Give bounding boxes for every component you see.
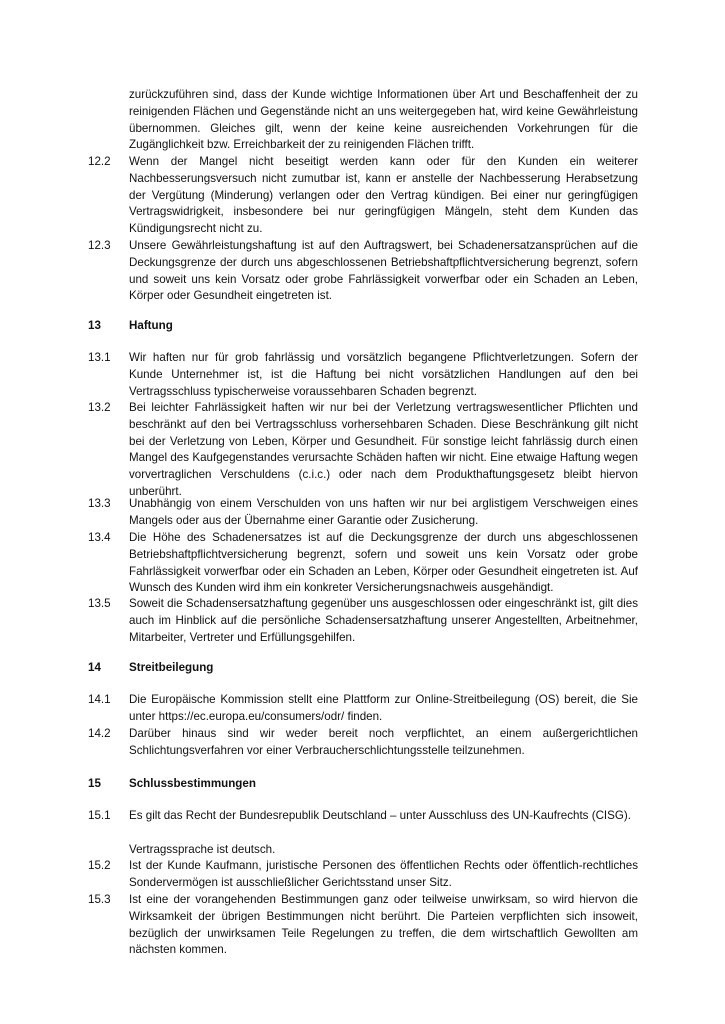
clause-number: 15.2 bbox=[88, 859, 111, 872]
clause-13-5-text: Soweit die Schadensersatzhaftung gegenüber uns ausgeschlossen oder eingeschränkt ist, gilt dies auch im Hinblick auf die persönliche Schadensersatzhaftung unserer Angestellten, Arbeitnehmer, Mitarbeiter, Vertreter und Erfüllungsgehilfen. bbox=[129, 597, 638, 644]
section-title-schlussbestimmungen: Schlussbestimmungen bbox=[129, 777, 256, 790]
clause-number: 13.5 bbox=[88, 597, 111, 610]
clause-number: 12.2 bbox=[88, 155, 111, 168]
clause-number: 12.3 bbox=[88, 239, 111, 252]
clause-number: 14.1 bbox=[88, 693, 111, 706]
clause-number: 13.2 bbox=[88, 401, 111, 414]
section-number: 13 bbox=[88, 319, 101, 332]
section-number: 14 bbox=[88, 661, 101, 674]
clause-number: 13.1 bbox=[88, 351, 111, 364]
clause-number: 13.3 bbox=[88, 497, 111, 510]
clause-13-1-text: Wir haften nur für grob fahrlässig und vorsätzlich begangene Pflichtverletzungen. Sofern der Kunde Unternehmer ist, ist die Haftung bei nicht vorsätzlichen Handlungen auf den bei Vertragsschluss typischerweise voraussehbaren Schaden begrenzt. bbox=[129, 351, 638, 398]
clause-14-1-text: Die Europäische Kommission stellt eine Plattform zur Online-Streitbeilegung (OS) bereit, die Sie unter https://ec.europa.eu/consumers/odr/ finden. bbox=[129, 693, 638, 723]
section-title-haftung: Haftung bbox=[129, 319, 173, 332]
clause-12-1-continuation: zurückzuführen sind, dass der Kunde wichtige Informationen über Art und Beschaffenheit der zu reinigenden Flächen und Gegenstände nicht an uns weitergegeben hat, wird keine Gewährleistung übernommen. Gleiches gilt, wenn der keine keine ausreichenden Vorkehrungen für die Zugänglichkeit bzw. Erreichbarkeit der zu reinigenden Flächen trifft. bbox=[129, 88, 638, 152]
clause-12-2-text: Wenn der Mangel nicht beseitigt werden kann oder für den Kunden ein weiterer Nachbesserungsversuch nicht zumutbar ist, kann er anstelle der Nachbesserung Herabsetzung der Vergütung (Minderung) verlangen oder den Vertrag kündigen. Bei einer nur geringfügigen Vertragswidrigkeit, insbesondere bei nur geringfügigen Mängeln, steht dem Kunden das Kündigungsrecht nicht zu. bbox=[129, 155, 638, 236]
clause-13-3-text: Unabhängig von einem Verschulden von uns haften wir nur bei arglistigem Verschweigen eines Mangels oder aus der Übernahme einer Garantie oder Zusicherung. bbox=[129, 497, 638, 527]
clause-15-1-language-text: Vertragssprache ist deutsch. bbox=[129, 843, 276, 856]
clause-15-1-text: Es gilt das Recht der Bundesrepublik Deutschland – unter Ausschluss des UN-Kaufrechts (CISG). bbox=[129, 809, 631, 822]
clause-number: 15.3 bbox=[88, 893, 111, 906]
clause-13-2-text: Bei leichter Fahrlässigkeit haften wir nur bei der Verletzung vertragswesentlicher Pflichten und beschränkt auf den bei Vertragsschluss vorhersehbaren Schaden. Diese Beschränkung gilt nicht bei der Verletzung von Leben, Körper und Gesundheit. Für sonstige leicht fahrlässig durch einen Mangel des Kaufgegenstandes verursachte Schäden haften wir nicht. Eine etwaige Haftung wegen vorvertraglichen Verschuldens (c.i.c.) oder nach dem Produkthaftungsgesetz bleibt hiervon unberührt. bbox=[129, 401, 638, 498]
section-title-streitbeilegung: Streitbeilegung bbox=[129, 661, 214, 674]
clause-14-2-text: Darüber hinaus sind wir weder bereit noch verpflichtet, an einem außergerichtlichen Schlichtungsverfahren vor einer Verbraucherschlichtungsstelle teilzunehmen. bbox=[129, 727, 638, 757]
clause-15-2-text: Ist der Kunde Kaufmann, juristische Personen des öffentlichen Rechts oder öffentlich-rechtliches Sondervermögen ist ausschließlicher Gerichtsstand unser Sitz. bbox=[129, 859, 638, 889]
section-number: 15 bbox=[88, 777, 101, 790]
clause-13-4-text: Die Höhe des Schadenersatzes ist auf die Deckungsgrenze der durch uns abgeschlossenen Betriebshaftpflichtversicherung begrenzt, sofern und soweit uns kein Vorsatz oder grobe Fahrlässigkeit vorwerfbar oder ein Schaden an Leben, Körper oder Gesundheit eingetreten ist. Auf Wunsch des Kunden wird ihm ein konkreter Versicherungsnachweis ausgehändigt. bbox=[129, 531, 638, 595]
clause-number: 14.2 bbox=[88, 727, 111, 740]
clause-15-3-text: Ist eine der vorangehenden Bestimmungen ganz oder teilweise unwirksam, so wird hiervon die Wirksamkeit der übrigen Bestimmungen nicht berührt. Die Parteien verpflichten sich insoweit, bezüglich der unwirksamen Teile Regelungen zu treffen, die dem wirtschaftlich Gewollten am nächsten kommen. bbox=[129, 893, 638, 957]
clause-number: 13.4 bbox=[88, 531, 111, 544]
clause-number: 15.1 bbox=[88, 809, 111, 822]
clause-12-3-text: Unsere Gewährleistungshaftung ist auf den Auftragswert, bei Schadenersatzansprüchen auf die Deckungsgrenze der durch uns abgeschlossenen Betriebshaftpflichtversicherung begrenzt, sofern und soweit uns kein Vorsatz oder grobe Fahrlässigkeit vorwerfbar oder ein Schaden an Leben, Körper oder Gesundheit eingetreten ist. bbox=[129, 239, 638, 303]
